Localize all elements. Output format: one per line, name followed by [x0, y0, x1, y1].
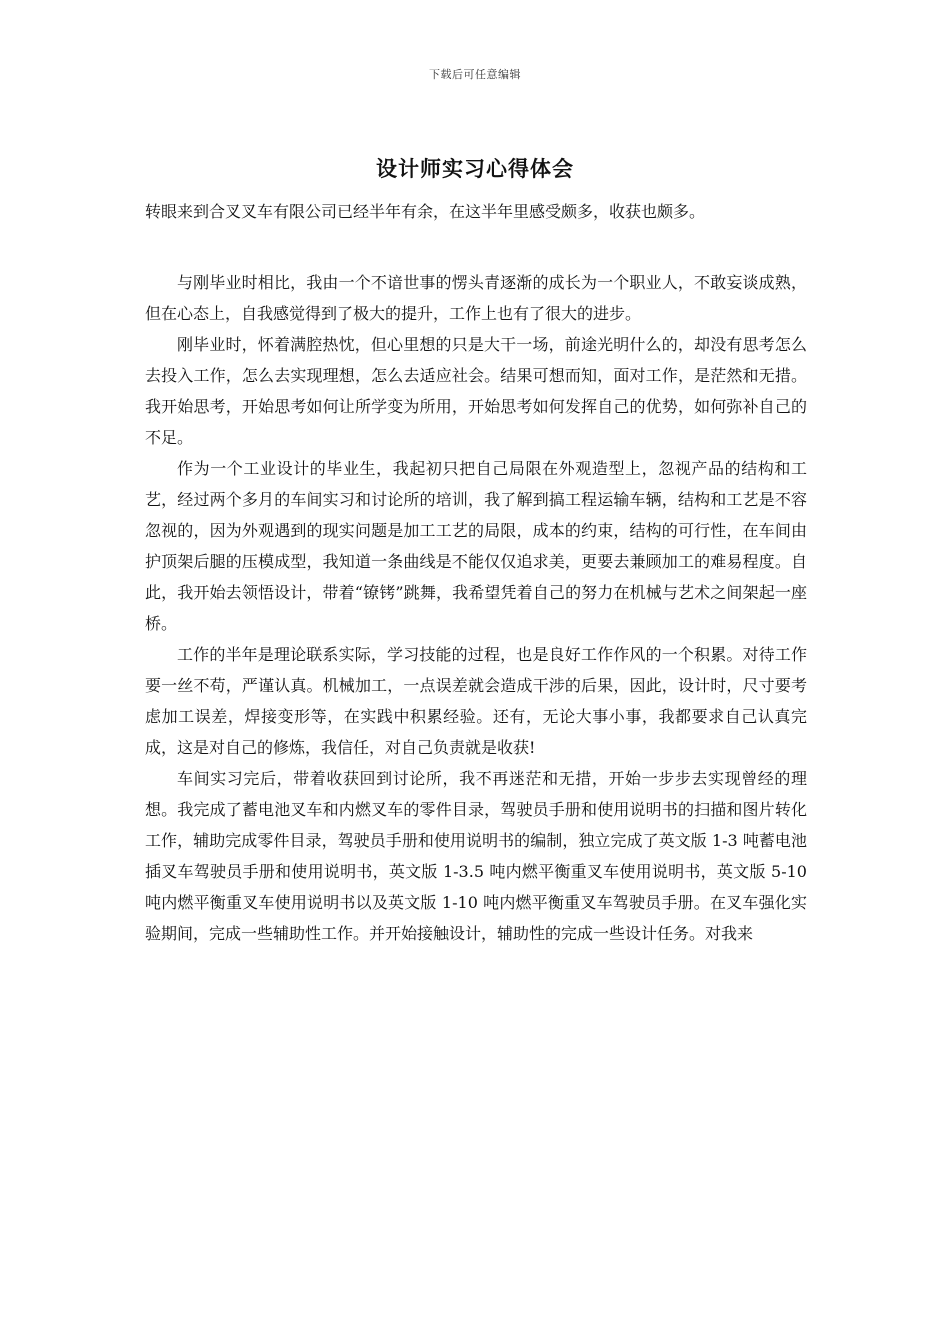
- paragraph: 作为一个工业设计的毕业生，我起初只把自己局限在外观造型上，忽视产品的结构和工艺，经过两个多月的车间实习和讨论所的培训，我了解到搞工程运输车辆，结构和工艺是不容忽视的，因为外观遇到的现实问题是加工工艺的局限，成本的约束，结构的可行性，在车间由护顶架后腿的压模成型，我知道一条曲线是不能仅仅追求美，更要去兼顾加工的难易程度。自此，我开始去领悟设计，带着“镣铐”跳舞，我希望凭着自己的努力在机械与艺术之间架起一座桥。: [145, 459, 807, 633]
- intro-line: 转眼来到合叉叉车有限公司已经半年有余，在这半年里感受颇多，收获也颇多。: [145, 202, 706, 221]
- document-title: 设计师实习心得体会: [376, 156, 574, 181]
- paragraph: 与刚毕业时相比，我由一个不谙世事的愣头青逐渐的成长为一个职业人，不敢妄谈成熟，但在心态上，自我感觉得到了极大的提升，工作上也有了很大的进步。: [145, 273, 807, 323]
- paragraph: 刚毕业时，怀着满腔热忱，但心里想的只是大干一场，前途光明什么的，却没有思考怎么去投入工作，怎么去实现理想，怎么去适应社会。结果可想而知，面对工作，是茫然和无措。我开始思考，开始思考如何让所学变为所用，开始思考如何发挥自己的优势，如何弥补自己的不足。: [145, 335, 807, 447]
- document-body: [145, 267, 807, 949]
- paragraph: 工作的半年是理论联系实际，学习技能的过程，也是良好工作作风的一个积累。对待工作要一丝不苟，严谨认真。机械加工，一点误差就会造成干涉的后果，因此，设计时，尺寸要考虑加工误差，焊接变形等，在实践中积累经验。还有，无论大事小事，我都要求自己认真完成，这是对自己的修炼，我信任，对自己负责就是收获!: [145, 645, 807, 757]
- paragraph: 车间实习完后，带着收获回到讨论所，我不再迷茫和无措，开始一步步去实现曾经的理想。我完成了蓄电池叉车和内燃叉车的零件目录，驾驶员手册和使用说明书的扫描和图片转化工作，辅助完成零件目录，驾驶员手册和使用说明书的编制，独立完成了英文版 1-3 吨蓄电池插叉车驾驶员手册和使用说明书，英文版 1-3.5 吨内燃平衡重叉车使用说明书，英文版 5-10 吨内燃平衡重叉车使用说明书以及英文版 1-10 吨内燃平衡重叉车驾驶员手册。在叉车强化实验期间，完成一些辅助性工作。并开始接触设计，辅助性的完成一些设计任务。对我来: [145, 769, 807, 943]
- header-note: 下载后可任意编辑: [429, 68, 521, 81]
